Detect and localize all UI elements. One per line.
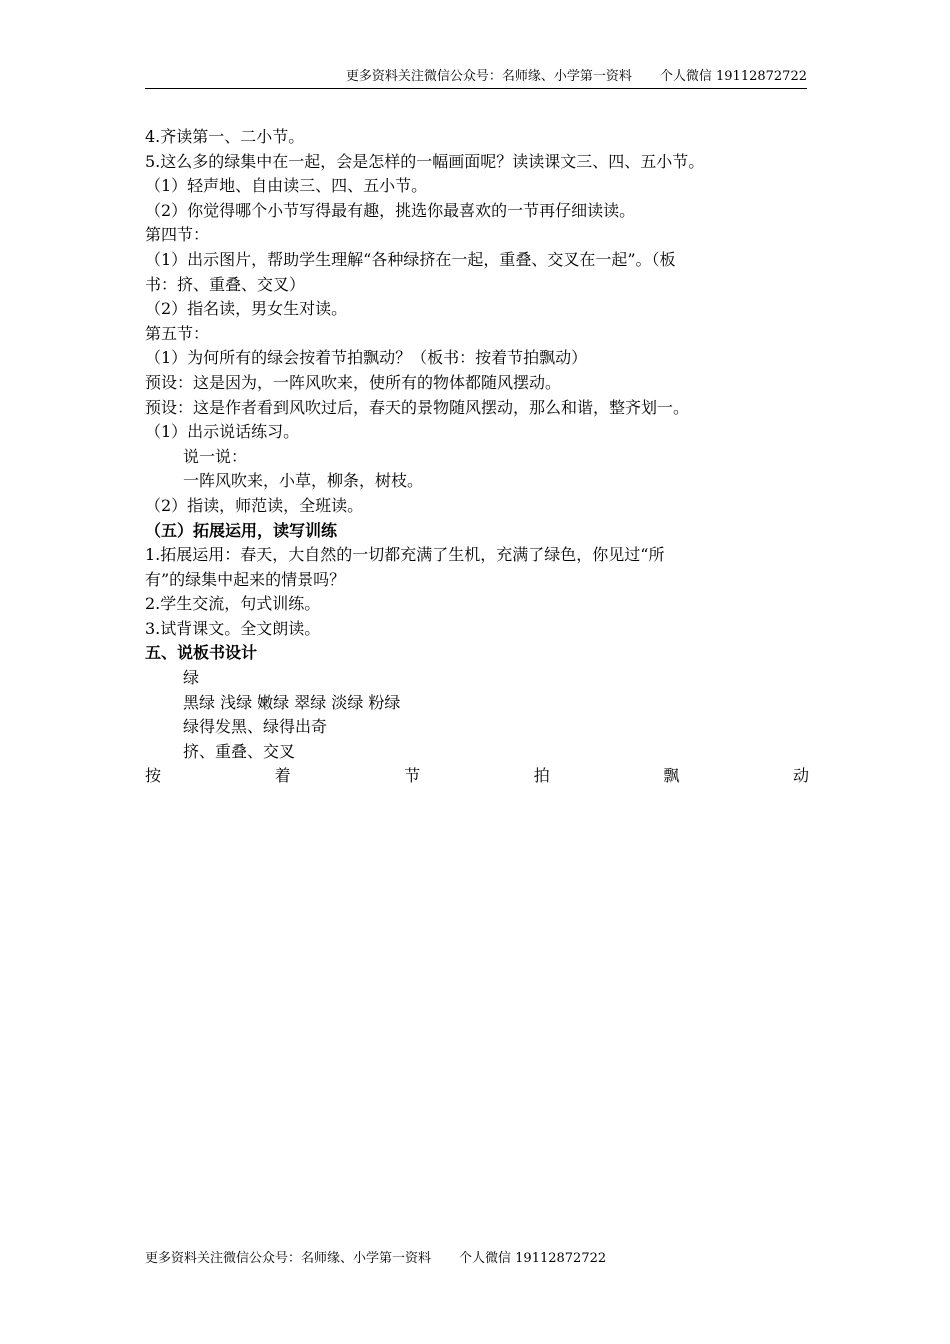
board-spread-line: [145, 764, 809, 789]
text-line: （1）为何所有的绿会按着节拍飘动？（板书：按着节拍飘动）: [145, 348, 588, 368]
board-char: 节: [404, 766, 421, 786]
text-line: （1）出示图片，帮助学生理解“各种绿挤在一起，重叠、交叉在一起”。（板: [145, 249, 676, 269]
document-body: [145, 125, 809, 789]
text-line: 有”的绿集中起来的情景吗？: [145, 569, 346, 589]
text-line: （1）出示说话练习。: [145, 422, 300, 442]
text-line: （2）指读，师范读，全班读。: [145, 495, 364, 515]
page-footer: [145, 1247, 606, 1266]
text-line: （2）指名读，男女生对读。: [145, 299, 348, 319]
board-char: 拍: [533, 766, 550, 786]
page-header: [145, 68, 807, 89]
section-heading: 五、说板书设计: [145, 643, 258, 663]
text-line: 一阵风吹来，小草，柳条，树枝。: [183, 471, 424, 491]
board-char: 飘: [663, 766, 680, 786]
text-line: 1.拓展运用：春天，大自然的一切都充满了生机，充满了绿色，你见过“所: [145, 545, 665, 565]
text-line: 书：挤、重叠、交叉）: [145, 274, 306, 294]
section-label: 第五节：: [145, 323, 210, 343]
board-char: 动: [792, 766, 809, 786]
section-label: 第四节：: [145, 225, 210, 245]
text-line: 4.齐读第一、二小节。: [145, 127, 305, 146]
text-line: 3.试背课文。全文朗读。: [145, 618, 321, 638]
board-line: 黑绿 浅绿 嫩绿 翠绿 淡绿 粉绿: [183, 692, 401, 712]
board-line: 绿得发黑、绿得出奇: [183, 717, 328, 737]
header-right-text: 个人微信 19112872722: [659, 69, 807, 84]
board-char: 着: [274, 766, 291, 786]
footer-left-text: 更多资料关注微信公众号：名师缘、小学第一资料: [145, 1251, 432, 1266]
section-heading: （五）拓展运用，读写训练: [145, 520, 338, 540]
text-line: 2.学生交流，句式训练。: [145, 594, 321, 614]
text-line: 预设：这是作者看到风吹过后，春天的景物随风摆动，那么和谐，整齐划一。: [145, 397, 690, 417]
board-line: 绿: [183, 668, 200, 688]
text-line: （1）轻声地、自由读三、四、五小节。: [145, 176, 428, 196]
text-line: 5.这么多的绿集中在一起，会是怎样的一幅画面呢？读读课文三、四、五小节。: [145, 151, 705, 171]
text-line: 预设：这是因为，一阵风吹来，使所有的物体都随风摆动。: [145, 372, 562, 392]
board-line: 挤、重叠、交叉: [183, 741, 296, 761]
board-char: 按: [145, 766, 162, 786]
footer-right-text: 个人微信 19112872722: [459, 1251, 607, 1266]
text-line: （2）你觉得哪个小节写得最有趣，挑选你最喜欢的一节再仔细读读。: [145, 200, 636, 220]
text-line: 说一说：: [183, 446, 248, 466]
header-left-text: 更多资料关注微信公众号：名师缘、小学第一资料: [345, 69, 632, 84]
